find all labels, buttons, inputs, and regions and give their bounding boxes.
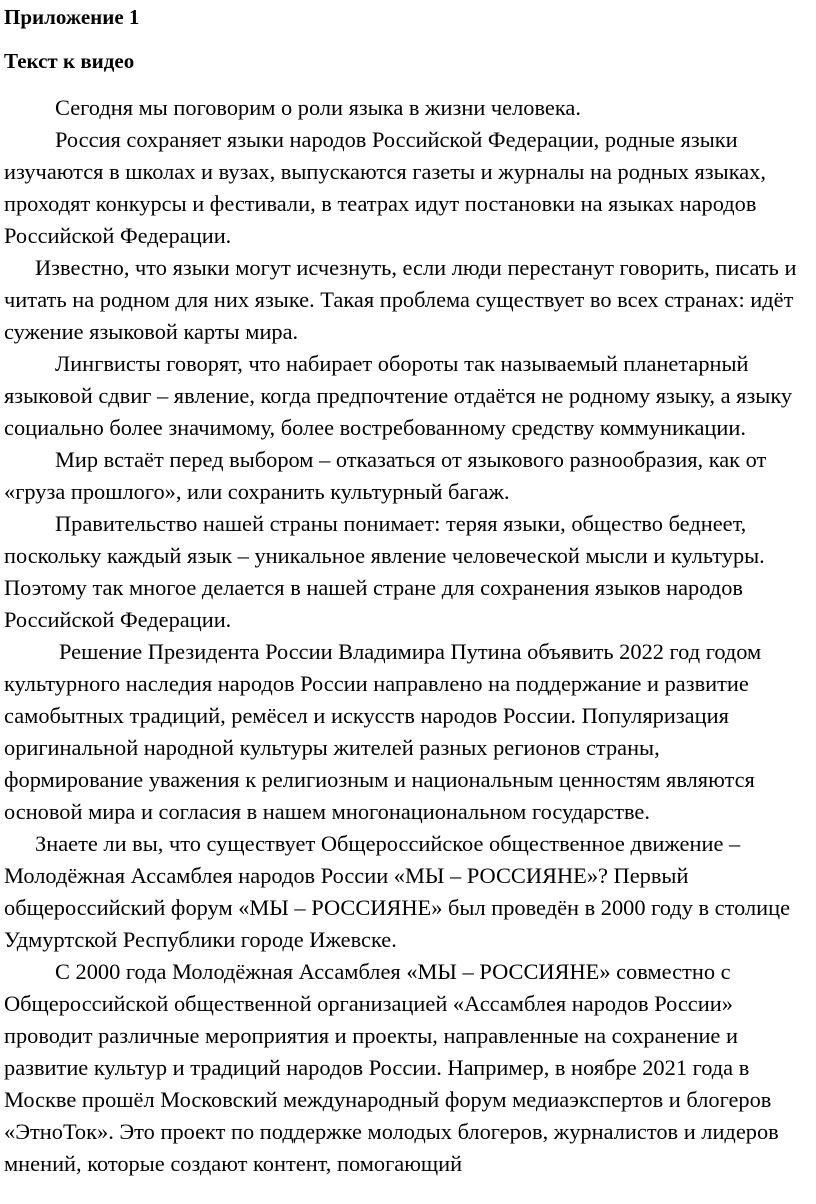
- paragraph-9: С 2000 года Молодёжная Ассамблея «МЫ – РОССИЯНЕ» совместно с Общероссийской общественной организацией «Ассамблея народов России» проводит различные мероприятия и проекты, направленные на сохранение и развитие культур и традиций народов России. Например, в ноябре 2021 года в Москве прошёл Московский международный форум медиаэкспертов и блогеров «ЭтноТок». Это проект по поддержке молодых блогеров, журналистов и лидеров мнений, которые создают контент, помогающий: [4, 959, 779, 1176]
- document-body: [4, 92, 804, 1180]
- section-title: Текст к видео: [4, 49, 135, 73]
- paragraph-2: Россия сохраняет языки народов Российской Федерации, родные языки изучаются в школах и вузах, выпускаются газеты и журналы на родных языках, проходят конкурсы и фестивали, в театрах идут постановки на языках народов Российской Федерации.: [4, 127, 766, 248]
- appendix-title: Приложение 1: [4, 5, 140, 29]
- paragraph-1: Сегодня мы поговорим о роли языка в жизни человека.: [55, 95, 581, 120]
- paragraph-6: Правительство нашей страны понимает: теряя языки, общество беднеет, поскольку каждый язык – уникальное явление человеческой мысли и культуры. Поэтому так многое делается в нашей стране для сохранения языков народов Российской Федерации.: [4, 511, 765, 632]
- paragraph-5: Мир встаёт перед выбором – отказаться от языкового разнообразия, как от «груза прошлого», или сохранить культурный багаж.: [4, 447, 767, 504]
- paragraph-8: Знаете ли вы, что существует Общероссийское общественное движение – Молодёжная Ассамблея народов России «МЫ – РОССИЯНЕ»? Первый общероссийский форум «МЫ – РОССИЯНЕ» был проведён в 2000 году в столице Удмуртской Республики городе Ижевске.: [4, 831, 791, 952]
- paragraph-4: Лингвисты говорят, что набирает обороты так называемый планетарный языковой сдвиг – явление, когда предпочтение отдаётся не родному языку, а языку социально более значимому, более востребованному средству коммуникации.: [4, 351, 793, 440]
- paragraph-7: Решение Президента России Владимира Путина объявить 2022 год годом культурного наследия народов России направлено на поддержание и развитие самобытных традиций, ремёсел и искусств народов России. Популяризация оригинальной народной культуры жителей разных регионов страны, формирование уважения к религиозным и национальным ценностям являются основой мира и согласия в нашем многонациональном государстве.: [4, 639, 762, 824]
- paragraph-3: Известно, что языки могут исчезнуть, если люди перестанут говорить, писать и читать на родном для них языке. Такая проблема существует во всех странах: идёт сужение языковой карты мира.: [4, 255, 797, 344]
